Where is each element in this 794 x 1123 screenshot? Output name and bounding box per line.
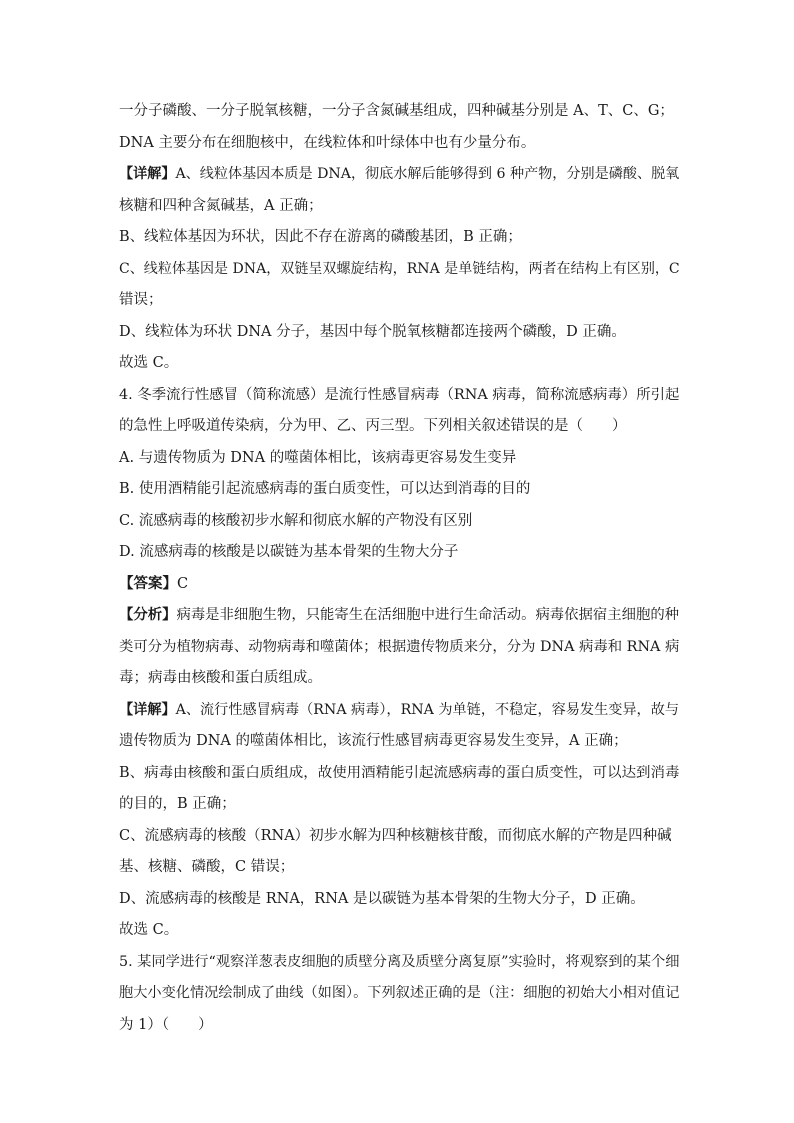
text-line: B、线粒体基因为环状，因此不存在游离的磷酸基团，B 正确；: [119, 229, 522, 245]
question-stem: 胞大小变化情况绘制成了曲线（如图）。下列叙述正确的是（注：细胞的初始大小相对值记: [119, 985, 680, 1001]
section-tag: 【详解】: [119, 166, 176, 182]
text-line: 【详解】A、线粒体基因本质是 DNA，彻底水解后能够得到 6 种产物，分别是磷酸、脱氧: [119, 166, 680, 182]
text-line: 毒；病毒由核酸和蛋白质组成。: [119, 670, 322, 686]
section-tag: 【分析】: [119, 607, 177, 623]
text-line: D、流感病毒的核酸是 RNA，RNA 是以碳链为基本骨架的生物大分子，D 正确。: [119, 891, 645, 907]
text-line: 【详解】A、流行性感冒病毒（RNA 病毒），RNA 为单链，不稳定，容易发生变异，故与: [119, 702, 680, 718]
option-b: B. 使用酒精能引起流感病毒的蛋白质变性，可以达到消毒的目的: [119, 481, 531, 497]
text-line: 核糖和四种含氮碱基，A 正确；: [119, 198, 323, 214]
option-a: A. 与遗传物质为 DNA 的噬菌体相比，该病毒更容易发生变异: [119, 450, 517, 466]
question-stem: 为 1）（ ）: [119, 1017, 213, 1033]
text-line: 类可分为植物病毒、动物病毒和噬菌体；根据遗传物质来分，分为 DNA 病毒和 RNA 病: [119, 639, 680, 655]
question-stem: 5. 某同学进行“观察洋葱表皮细胞的质壁分离及质壁分离复原”实验时，将观察到的某个细: [119, 954, 680, 970]
section-tag: 【详解】: [119, 702, 176, 718]
section-tag: 【答案】: [119, 575, 177, 592]
text-line: C、线粒体基因是 DNA，双链呈双螺旋结构，RNA 是单链结构，两者在结构上有区别，C: [119, 261, 680, 277]
question-stem: 的急性上呼吸道传染病，分为甲、乙、丙三型。下列相关叙述错误的是（ ）: [119, 418, 627, 434]
text-line: D、线粒体为环状 DNA 分子，基因中每个脱氧核糖都连接两个磷酸，D 正确。: [119, 324, 626, 340]
text-line: 故选 C。: [119, 355, 179, 371]
text-line: 基、核糖、磷酸，C 错误；: [119, 859, 295, 875]
text-line: B、病毒由核酸和蛋白质组成，故使用酒精能引起流感病毒的蛋白质变性，可以达到消毒: [119, 765, 680, 781]
text-line: 一分子磷酸、一分子脱氧核糖，一分子含氮碱基组成，四种碱基分别是 A、T、C、G；: [119, 103, 674, 119]
question-stem: 4. 冬季流行性感冒（简称流感）是流行性感冒病毒（RNA 病毒，简称流感病毒）所引起: [119, 387, 680, 403]
text-line: 故选 C。: [119, 922, 179, 938]
answer-line: 【答案】C: [119, 575, 189, 592]
text-line: 的目的，B 正确；: [119, 796, 236, 812]
text-line: C、流感病毒的核酸（RNA）初步水解为四种核糖核苷酸，而彻底水解的产物是四种碱: [119, 828, 672, 844]
text-line: 错误；: [119, 292, 163, 308]
option-c: C. 流感病毒的核酸初步水解和彻底水解的产物没有区别: [119, 513, 473, 529]
text-line: 遗传物质为 DNA 的噬菌体相比，该流行性感冒病毒更容易发生变异，A 正确；: [119, 733, 628, 749]
text-line: DNA 主要分布在细胞核中，在线粒体和叶绿体中也有少量分布。: [119, 135, 536, 151]
option-d: D. 流感病毒的核酸是以碳链为基本骨架的生物大分子: [119, 544, 459, 560]
text-line: 【分析】病毒是非细胞生物，只能寄生在活细胞中进行生命活动。病毒依据宿主细胞的种: [119, 607, 680, 623]
